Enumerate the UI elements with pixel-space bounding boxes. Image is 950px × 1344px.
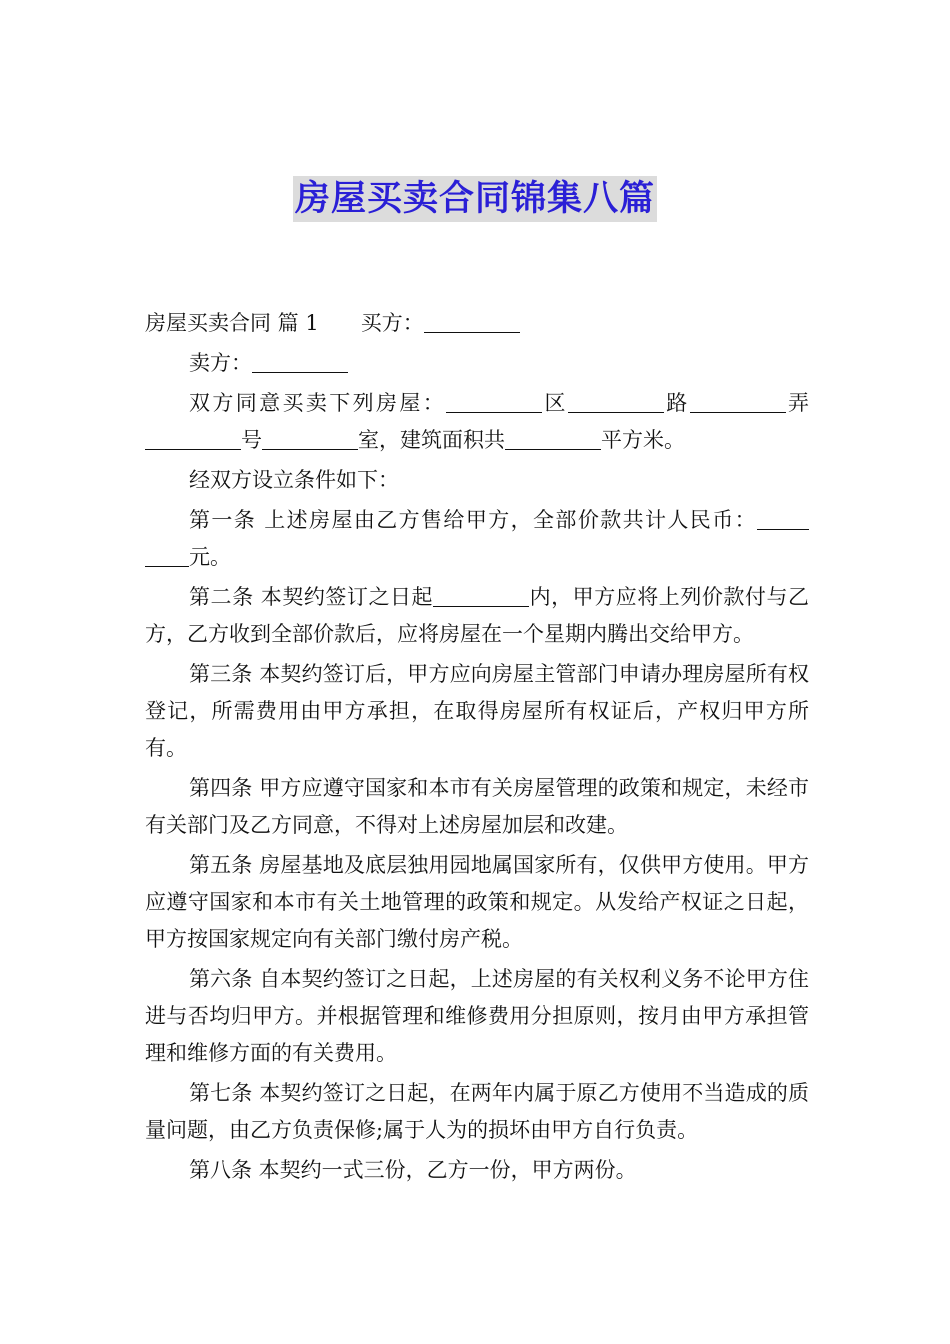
- article-1-unit: 元。: [189, 545, 231, 569]
- price-blank-b[interactable]: [145, 542, 189, 567]
- number-label: 号: [241, 428, 262, 452]
- article-2: [145, 579, 809, 653]
- house-intro: 双方同意买卖下列房屋：: [189, 391, 447, 415]
- number-blank[interactable]: [145, 425, 241, 450]
- lane-label: 弄: [785, 391, 809, 415]
- article-5: 第五条 房屋基地及底层独用园地属国家所有，仅供甲方使用。甲方应遵守国家和本市有关土地管理的政策和规定。从发给产权证之日起，甲方按国家规定向有关部门缴付房产税。: [145, 853, 809, 951]
- article-6: 第六条 自本契约签订之日起，上述房屋的有关权利义务不论甲方住进与否均归甲方。并根据管理和维修费用分担原则，按月由甲方承担管理和维修方面的有关费用。: [145, 967, 809, 1065]
- seller-label: 卖方：: [189, 351, 252, 375]
- article-8: 第八条 本契约一式三份，乙方一份，甲方两份。: [189, 1158, 637, 1182]
- document-title: 房屋买卖合同锦集八篇: [293, 176, 657, 222]
- buyer-label: 买方：: [360, 311, 424, 335]
- contract-body: [145, 305, 809, 1192]
- conditions-paragraph: 经双方设立条件如下：: [189, 468, 399, 492]
- payment-period-blank[interactable]: [433, 582, 529, 607]
- article-7: 第七条 本契约签订之日起，在两年内属于原乙方使用不当造成的质量问题，由乙方负责保修;属于人为的损坏由甲方自行负责。: [145, 1081, 809, 1142]
- article-1-text: 第一条 上述房屋由乙方售给甲方，全部价款共计人民币：: [189, 508, 757, 532]
- article-3: 第三条 本契约签订后，甲方应向房屋主管部门申请办理房屋所有权登记，所需费用由甲方承担，在取得房屋所有权证后，产权归甲方所有。: [145, 662, 809, 760]
- district-label: 区: [542, 391, 568, 415]
- price-blank-a[interactable]: [757, 505, 809, 530]
- article-4: 第四条 甲方应遵守国家和本市有关房屋管理的政策和规定，未经市有关部门及乙方同意，不得对上述房屋加层和改建。: [145, 776, 809, 837]
- lane-blank[interactable]: [690, 388, 786, 413]
- seller-line: [145, 345, 809, 382]
- road-blank[interactable]: [568, 388, 664, 413]
- road-label: 路: [663, 391, 690, 415]
- area-blank[interactable]: [505, 425, 601, 450]
- district-blank[interactable]: [446, 388, 542, 413]
- house-paragraph: [145, 385, 809, 459]
- article-2-text-b: 内，甲方应将上列价款付与乙方，乙方收到全部价款后，应将房屋在一个星期内腾出交给甲方。: [145, 585, 809, 646]
- heading-line: [145, 305, 809, 342]
- title-container: [0, 176, 950, 222]
- article-1: [145, 502, 809, 576]
- seller-blank[interactable]: [252, 348, 348, 373]
- room-label: 室，建筑面积共: [358, 428, 505, 452]
- contract-heading: 房屋买卖合同 篇 1: [145, 311, 319, 335]
- buyer-blank[interactable]: [424, 308, 520, 333]
- sqm-label: 平方米。: [601, 428, 685, 452]
- article-2-text-a: 第二条 本契约签订之日起: [189, 585, 434, 609]
- room-blank[interactable]: [262, 425, 358, 450]
